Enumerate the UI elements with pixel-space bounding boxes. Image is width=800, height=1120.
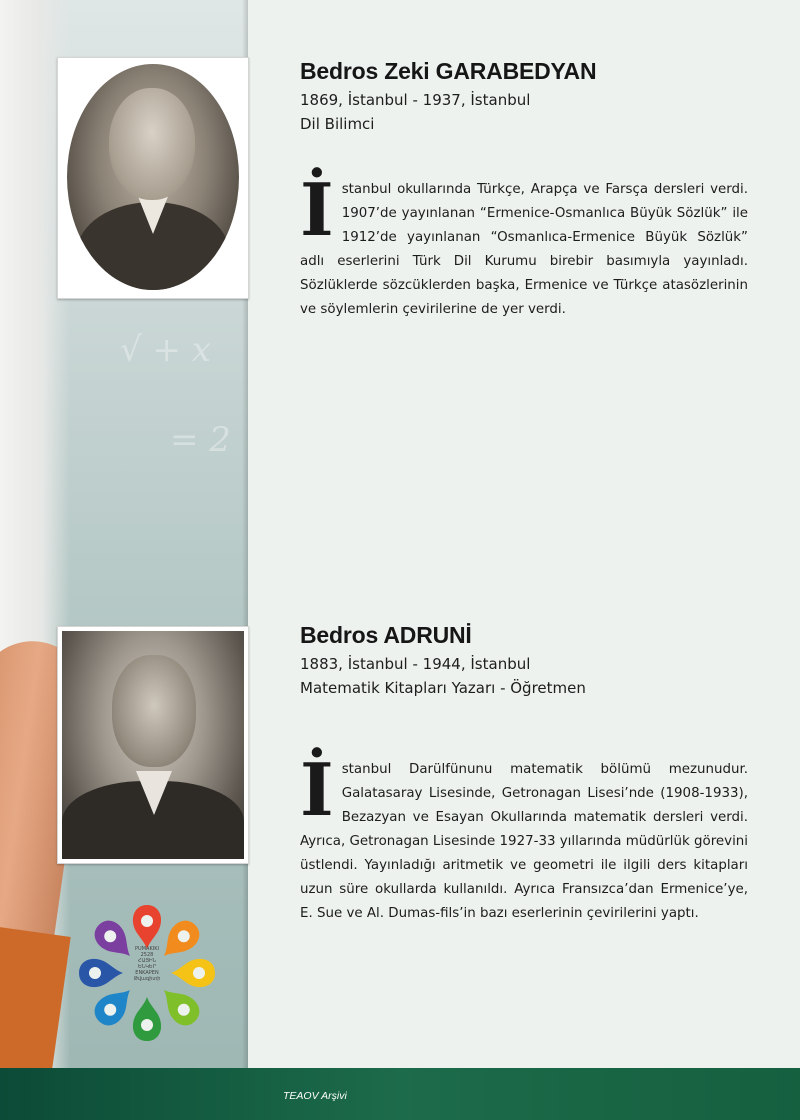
person-name: Bedros ADRUNİ: [300, 622, 472, 648]
portrait-picture: [62, 631, 244, 859]
logo-petal: [89, 980, 140, 1031]
logo-text-line: PUMAKIKI: [135, 946, 159, 952]
footer-bar: [0, 1068, 800, 1120]
portrait-head: [112, 655, 196, 767]
logo-text-line: Թվագիտի: [133, 976, 161, 982]
person-name: Bedros Zeki GARABEDYAN: [300, 58, 597, 84]
logo-text-line: ENKAPEN: [135, 970, 159, 976]
logo-text-line: 2528: [140, 952, 154, 958]
logo-petal: [171, 959, 215, 987]
biography-header-1: [300, 58, 748, 133]
biography-header-2: [300, 622, 748, 697]
portrait-head: [109, 88, 195, 200]
logo-text-line: ԵՆԿԵՐ: [137, 964, 157, 970]
biography-body: stanbul okullarında Türkçe, Arapça ve Farsça dersleri verdi. 1907’de yayınlanan “Ermenice-Osmanlıca Büyük Sözlük” ile 1912’de yayınlanan “Osmanlıca-Ermenice Büyük Sözlük” adlı eserlerini Türk Dil Kurumu birebir basımıyla yayınladı. Sözlüklerde sözcüklerden başka, Ermenice ve Türkçe atasözlerinin ve söylemlerin çevirilerine de yer verdi.: [300, 182, 748, 317]
logo-text: [122, 946, 172, 982]
logo-petal: [133, 905, 161, 949]
portrait-photo-garabedyan: [57, 57, 249, 299]
biography-text-2: [300, 747, 748, 926]
person-role: Dil Bilimci: [300, 115, 375, 133]
logo-petal: [154, 980, 205, 1031]
logo-petal: [133, 997, 161, 1041]
logo-text-line: ՀԱՅԻՆ: [137, 958, 157, 964]
biography-body: stanbul Darülfünunu matematik bölümü mezunudur. Galatasaray Lisesinde, Getronagan Lisesi’nde (1908-1933), Bezazyan ve Esayan Okullarında matematik dersleri verdi. Ayrıca, Getronagan Lisesinde 1927-33 yıllarında müdürlük görevini üstlendi. Yayınladığı aritmetik ve geometri ile ilgili ders kitapları uzun süre okullarda kullanıldı. Ayrıca Fransızca’dan Ermenice’ye, E. Sue ve Al. Dumas-fils’in bazı eserlerinin çevirilerini yaptı.: [300, 762, 748, 921]
logo-petal: [79, 959, 123, 987]
person-role: Matematik Kitapları Yazarı - Öğretmen: [300, 679, 586, 697]
chalk-scribble: √ + x: [120, 330, 211, 370]
footer-credit: TEAOV Arşivi: [283, 1090, 347, 1102]
drop-cap: İ: [300, 747, 334, 832]
chalk-scribble: = 2: [170, 420, 231, 460]
life-dates: 1883, İstanbul - 1944, İstanbul: [300, 655, 531, 673]
biography-text-1: [300, 167, 748, 322]
drop-cap: İ: [300, 167, 334, 252]
portrait-photo-adruni: [57, 626, 249, 864]
portrait-oval: [67, 64, 239, 290]
life-dates: 1869, İstanbul - 1937, İstanbul: [300, 91, 531, 109]
foundation-logo: [72, 898, 222, 1048]
